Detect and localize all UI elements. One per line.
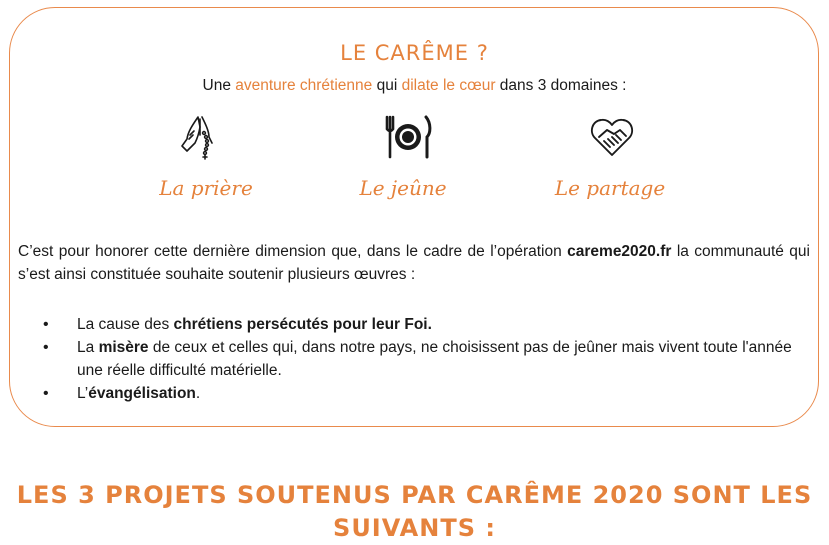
intro-text-3: dans 3 domaines : bbox=[495, 77, 627, 94]
careme-link-text: careme2020.fr bbox=[567, 243, 672, 260]
list-item-text: La cause des bbox=[77, 316, 174, 333]
list-item-bold: misère bbox=[98, 339, 149, 356]
section-heading: LES 3 PROJETS SOUTENUS PAR CARÊME 2020 SONT LES SUIVANTS : bbox=[16, 481, 813, 542]
list-item-text: L’ bbox=[77, 385, 89, 402]
list-item bbox=[18, 313, 810, 336]
list-item-text: La bbox=[77, 339, 99, 356]
plate-fork-knife-icon bbox=[384, 113, 432, 161]
intro-line bbox=[0, 77, 829, 95]
list-item bbox=[18, 382, 810, 405]
list-item-bold: évangélisation bbox=[88, 385, 196, 402]
domain-label-jeune: Le jeûne bbox=[359, 176, 447, 200]
intro-text-2: qui bbox=[372, 77, 402, 94]
domain-label-priere: La prière bbox=[159, 176, 253, 200]
page-title: LE CARÊME ? bbox=[340, 41, 489, 66]
list-item-text: de ceux et celles qui, dans notre pays, ne choisissent pas de jeûner mais vivent toute l'année une réelle difficulté matérielle. bbox=[77, 339, 792, 379]
paragraph-text-2: la communauté qui s’est ainsi constituée souhaite soutenir plusieurs œuvres : bbox=[18, 243, 810, 283]
list-item bbox=[18, 336, 810, 382]
praying-hands-icon bbox=[178, 113, 226, 161]
list-item-text: . bbox=[195, 385, 201, 402]
body-paragraph bbox=[18, 240, 810, 286]
works-list bbox=[18, 313, 810, 405]
paragraph-text-1: C’est pour honorer cette dernière dimension que, dans le cadre de l’opération bbox=[18, 243, 568, 260]
intro-text-1: Une bbox=[202, 77, 236, 94]
intro-highlight-2: dilate le cœur bbox=[401, 77, 496, 94]
domain-label-partage: Le partage bbox=[554, 176, 666, 200]
heart-handshake-icon bbox=[588, 113, 636, 161]
intro-highlight-1: aventure chrétienne bbox=[235, 77, 373, 94]
list-item-bold: chrétiens persécutés pour leur Foi. bbox=[173, 316, 432, 333]
